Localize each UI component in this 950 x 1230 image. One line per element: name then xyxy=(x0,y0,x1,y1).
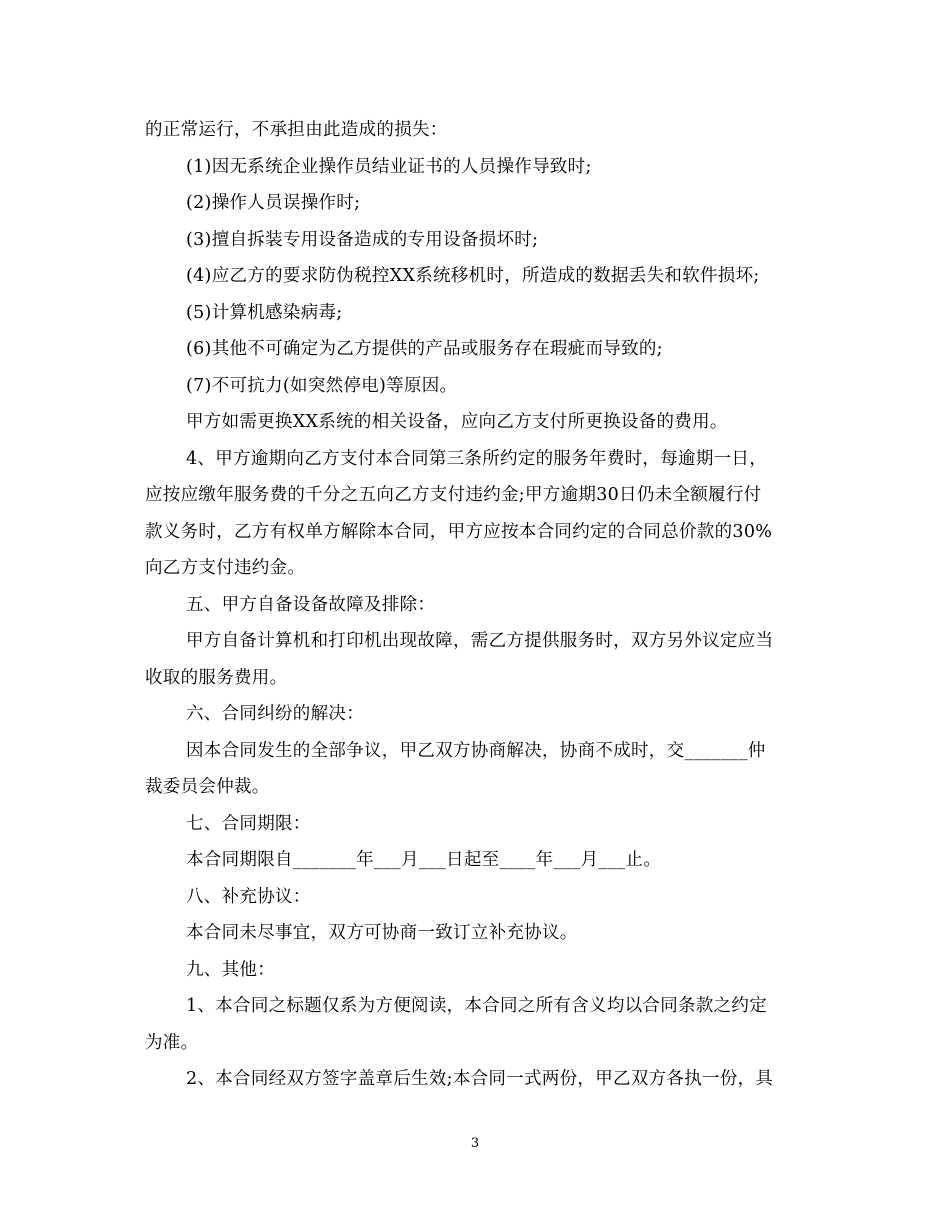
document-body xyxy=(145,112,805,1098)
text-line: 裁委员会仲裁。 xyxy=(145,777,270,797)
text-line: 向乙方支付违约金。 xyxy=(145,558,306,578)
text-line: 本合同期限自_______年___月___日起至____年___月___止。 xyxy=(186,850,662,870)
section-heading: 七、合同期限： xyxy=(186,813,311,834)
text-line: 甲方自备计算机和打印机出现故障，需乙方提供服务时，双方另外议定应当 xyxy=(186,631,774,651)
text-line: 1、本合同之标题仅系为方便阅读，本合同之所有含义均以合同条款之约定 xyxy=(186,996,768,1016)
text-line: 为准。 xyxy=(145,1032,199,1053)
text-line: 本合同未尽事宜，双方可协商一致订立补充协议。 xyxy=(186,923,578,943)
text-line: (5)计算机感染病毒; xyxy=(186,302,343,323)
text-line: 因本合同发生的全部争议，甲乙双方协商解决，协商不成时，交_______仲 xyxy=(186,740,766,761)
text-line: (3)擅自拆装专用设备造成的专用设备损坏时; xyxy=(186,229,539,250)
text-line: (4)应乙方的要求防伪税控XX系统移机时，所造成的数据丢失和软件损坏; xyxy=(186,266,760,286)
text-line: (7)不可抗力(如突然停电)等原因。 xyxy=(186,375,458,396)
section-heading: 九、其他： xyxy=(186,959,275,980)
text-line: 的正常运行，不承担由此造成的损失： xyxy=(145,120,448,140)
text-line: (2)操作人员误操作时; xyxy=(186,193,361,213)
section-heading: 六、合同纠纷的解决： xyxy=(186,704,364,724)
text-line: (6)其他不可确定为乙方提供的产品或服务存在瑕疵而导致的; xyxy=(186,339,663,359)
page-number: 3 xyxy=(470,1136,480,1151)
text-line: 收取的服务费用。 xyxy=(145,667,288,688)
text-line: 款义务时，乙方有权单方解除本合同，甲方应按本合同约定的合同总价款的30% xyxy=(145,521,773,542)
text-line: 甲方如需更换XX系统的相关设备，应向乙方支付所更换设备的费用。 xyxy=(186,412,728,432)
section-heading: 五、甲方自备设备故障及排除： xyxy=(186,594,436,615)
section-heading: 八、补充协议： xyxy=(186,886,311,907)
text-line: 应按应缴年服务费的千分之五向乙方支付违约金;甲方逾期30日仍未全额履行付 xyxy=(145,485,762,505)
text-line: (1)因无系统企业操作员结业证书的人员操作导致时; xyxy=(186,156,592,177)
text-line: 2、本合同经双方签字盖章后生效;本合同一式两份，甲乙双方各执一份，具 xyxy=(186,1069,774,1089)
text-line: 4、甲方逾期向乙方支付本合同第三条所约定的服务年费时，每逾期一日， xyxy=(186,448,768,469)
